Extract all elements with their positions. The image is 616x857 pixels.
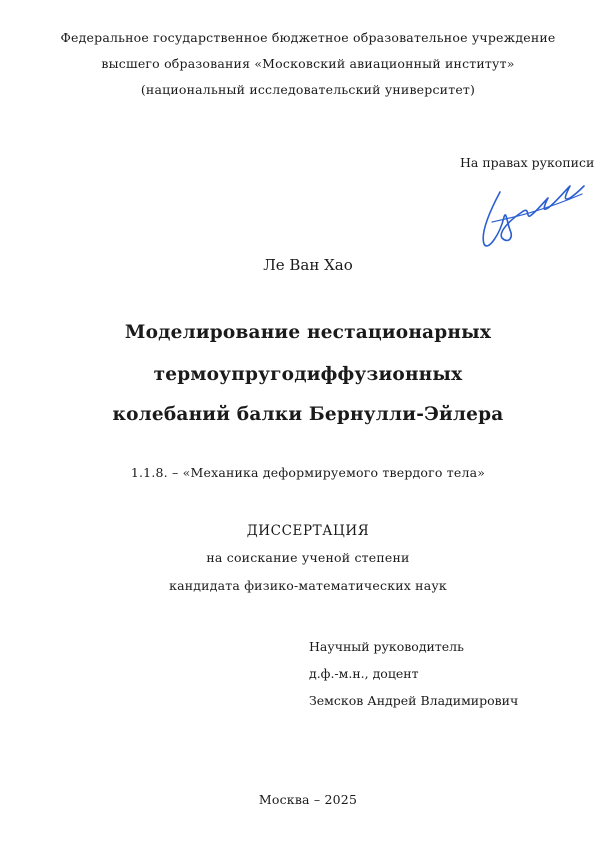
degree-line-1: на соискание ученой степени [206,550,410,565]
author-name: Ле Ван Хао [263,256,353,274]
signature-icon [470,172,588,252]
supervisor-role: Научный руководитель [309,639,464,654]
institution-line-3: (национальный исследовательский университет) [140,82,476,97]
supervisor-degree: д.ф.-м.н., доцент [309,666,419,681]
rights-note: На правах рукописи [460,155,595,170]
city-year: Москва – 2025 [258,792,358,807]
dissertation-label: ДИССЕРТАЦИЯ [246,523,370,539]
specialty-code: 1.1.8. – «Механика деформируемого твердого тела» [130,465,486,480]
thesis-title-line-2: термоупругодиффузионных [153,364,463,385]
degree-line-2: кандидата физико-математических наук [169,578,447,593]
thesis-title-line-3: колебаний балки Бернулли-Эйлера [112,404,504,425]
institution-line-1: Федеральное государственное бюджетное образовательное учреждение [60,30,556,45]
supervisor-name: Земсков Андрей Владимирович [309,693,519,708]
thesis-title-line-1: Моделирование нестационарных [124,322,492,343]
institution-line-2: высшего образования «Московский авиационный институт» [101,56,515,71]
